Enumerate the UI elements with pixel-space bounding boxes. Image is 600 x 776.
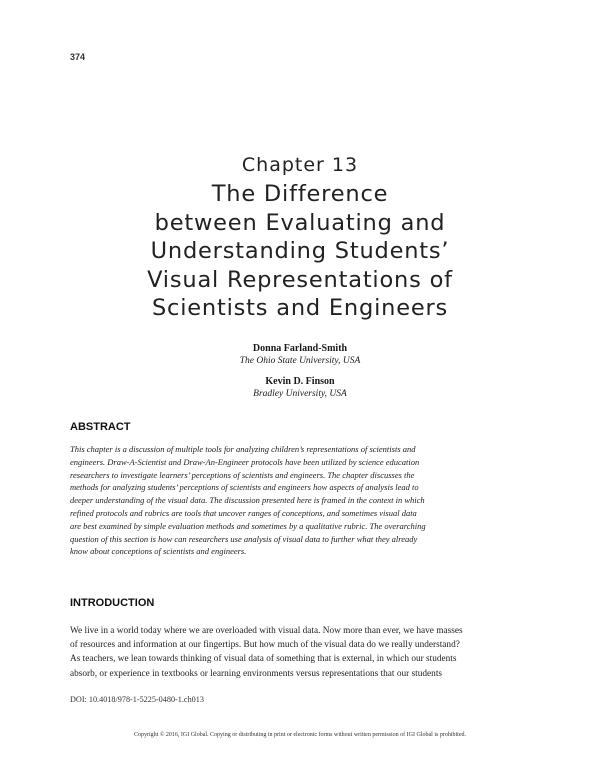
doi: DOI: 10.4018/978-1-5225-0480-1.ch013: [70, 695, 204, 704]
abstract-body: [70, 443, 534, 558]
author-name: Donna Farland-Smith: [252, 343, 348, 354]
author-name: Kevin D. Finson: [265, 376, 335, 387]
chapter-title: [60, 180, 540, 323]
author-block: [0, 375, 600, 401]
title-line: Scientists and Engineers: [151, 295, 449, 321]
title-line: between Evaluating and: [154, 209, 446, 236]
introduction-line: As teachers, we lean towards thinking of visual data of something that is external, in which our students: [70, 654, 457, 665]
title-line: Understanding Students’: [150, 238, 450, 264]
abstract-line: deeper understanding of the visual data. The discussion presented here is framed in the context in which: [70, 495, 425, 506]
introduction-body: [70, 624, 534, 681]
abstract-line: This chapter is a discussion of multiple tools for analyzing children’s representations of scientists and: [70, 444, 416, 454]
introduction-line: absorb, or experience in textbooks or learning environments versus representations that our students: [70, 668, 443, 679]
introduction-line: of resources and information at our fingertips. But how much of the visual data do we really understand?: [70, 640, 460, 651]
author-affiliation: The Ohio State University, USA: [239, 356, 361, 366]
title-line: The Difference: [211, 181, 389, 207]
abstract-line: engineers. Draw-A-Scientist and Draw-An-Engineer protocols have been utilized by science education: [70, 456, 420, 467]
abstract-line: researchers to investigate learners’ perceptions of scientists and engineers. The chapter discusses the: [70, 469, 415, 480]
author-block: [0, 342, 600, 368]
abstract-line: are best examined by simple evaluation methods and sometimes by a qualitative rubric. The overarching: [70, 520, 426, 531]
chapter-label: Chapter 13: [241, 154, 359, 176]
abstract-line: know about conceptions of scientists and engineers.: [70, 546, 247, 557]
page-number: 374: [70, 52, 86, 62]
abstract-line: refined protocols and rubrics are tools that uncover ranges of conceptions, and sometimes visual data: [70, 507, 417, 518]
abstract-heading: ABSTRACT: [70, 421, 131, 433]
abstract-line: question of this section is how can researchers use analysis of visual data to further what they already: [70, 533, 418, 544]
abstract-line: methods for analyzing students’ perceptions of scientists and engineers how aspects of analysis lead to: [70, 482, 419, 493]
author-affiliation: Bradley University, USA: [253, 389, 347, 399]
introduction-heading: INTRODUCTION: [70, 597, 155, 609]
introduction-line: We live in a world today where we are overloaded with visual data. Now more than ever, we have masses: [70, 626, 463, 636]
title-line: Visual Representations of: [147, 266, 453, 293]
copyright-notice: Copyright © 2016, IGI Global. Copying or distributing in print or electronic forms without written permission of IGI Global is prohibited.: [133, 732, 466, 738]
